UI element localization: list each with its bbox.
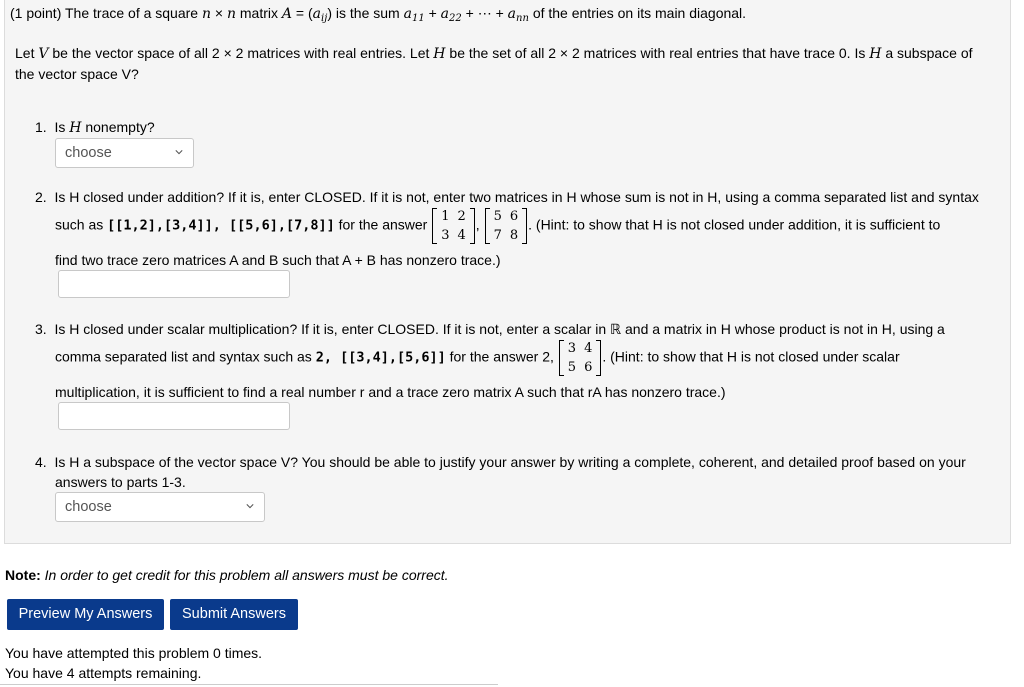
divider [0, 684, 498, 685]
matrix-34-56: 3 4 5 6 [559, 339, 602, 377]
chevron-down-icon [175, 148, 183, 156]
q4-line2: answers to parts 1-3. [55, 474, 186, 490]
submit-answers-button[interactable]: Submit Answers [170, 599, 298, 630]
q2-answer-input[interactable] [58, 270, 290, 298]
problem-setup-line2: the vector space V? [15, 66, 139, 82]
chevron-down-icon [246, 502, 254, 510]
matrix-12-34: 1 2 3 4 [432, 207, 475, 245]
q2-line2: such as [[1,2],[3,4]], [[5,6],[7,8]] for the answer 1 2 3 4 , 5 6 7 8 . (Hint: to show that H is not closed under addition, it is sufficient to [55, 209, 941, 243]
q1-select[interactable]: choose [55, 138, 194, 168]
attempts-remaining: You have 4 attempts remaining. [5, 665, 202, 681]
q4-select[interactable]: choose [55, 492, 265, 522]
preview-answers-button[interactable]: Preview My Answers [7, 599, 164, 630]
attempts-count: You have attempted this problem 0 times. [5, 645, 263, 661]
problem-body [4, 0, 1011, 544]
q1-text: 1. Is H nonempty? [35, 119, 155, 136]
problem-setup-line1: Let V be the vector space of all 2 × 2 matrices with real entries. Let H be the set of all 2 × 2 matrices with real entries that have trace 0. Is H a subspace of [15, 45, 973, 62]
problem-intro: (1 point) The trace of a square n × n matrix $A = (a_{ij})$ is the sum $a_{11} + a_{22}$ + ⋯ + $a_{nn}$ of the entries on its main diagonal. [10, 5, 747, 24]
q3-line2: comma separated list and syntax such as 2, [[3,4],[5,6]] for the answer 2, 3 4 5 6 . (Hint: to show that H is not closed under scalar [55, 341, 900, 375]
q2-line3: find two trace zero matrices A and B such that A + B has nonzero trace.) [55, 252, 501, 268]
q4-line1: 4. Is H a subspace of the vector space V? You should be able to justify your answer by writing a complete, coherent, and detailed proof based on your [35, 454, 966, 470]
q2-line1: 2. Is H closed under addition? If it is, enter CLOSED. If it is not, enter two matrices in H whose sum is not in H, using a comma separated list and syntax [35, 189, 979, 205]
q3-line3: multiplication, it is sufficient to find a real number r and a trace zero matrix A such that rA has nonzero trace.) [55, 384, 726, 400]
q3-answer-input[interactable] [58, 402, 290, 430]
matrix-56-78: 5 6 7 8 [485, 207, 528, 245]
q3-line1: 3. Is H closed under scalar multiplication? If it is, enter CLOSED. If it is not, enter a scalar in ℝ and a matrix in H whose product is not in H, using a [35, 321, 945, 337]
note: Note: In order to get credit for this problem all answers must be correct. [5, 567, 449, 583]
